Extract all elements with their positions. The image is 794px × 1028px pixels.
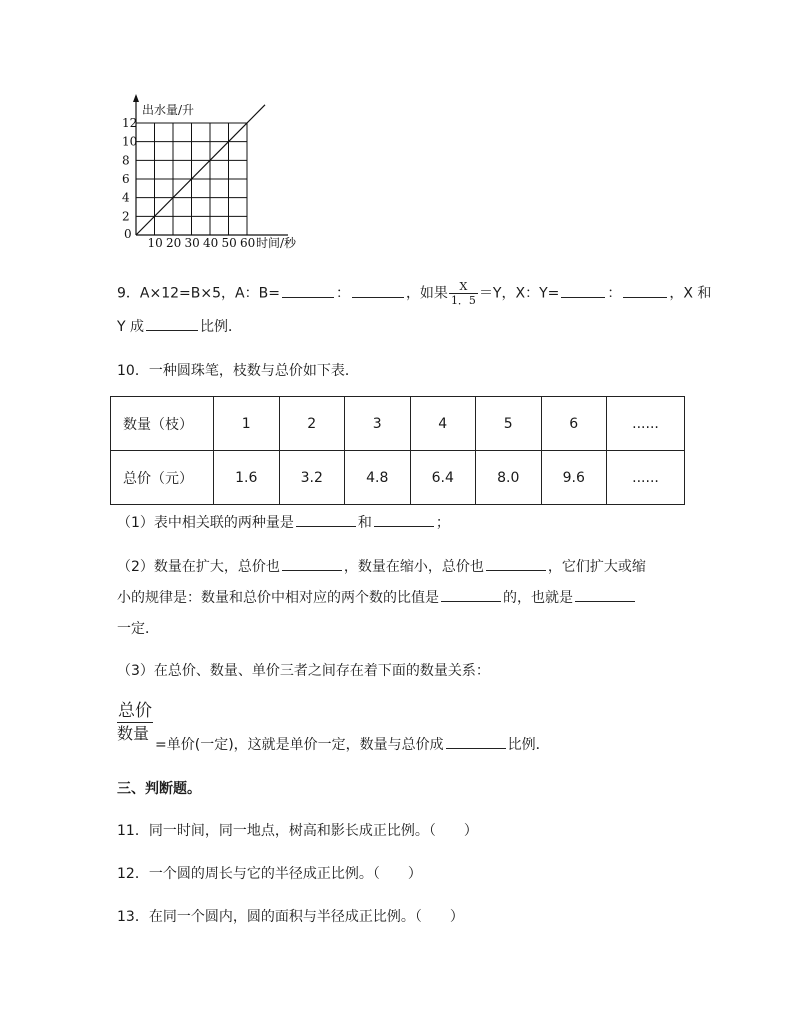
question-10-intro: 10．一种圆珠笔，枝数与总价如下表． bbox=[117, 363, 359, 379]
table-cell: 1 bbox=[214, 397, 280, 451]
series-line bbox=[136, 105, 265, 235]
question-11: 11．同一时间，同一地点，树高和影长成正比例。（ ） bbox=[117, 823, 478, 839]
table-cell: 9.6 bbox=[541, 451, 607, 505]
table-cell: ...... bbox=[607, 397, 685, 451]
q10-relation-blank[interactable] bbox=[446, 734, 506, 749]
question-9-line-2 bbox=[117, 316, 242, 336]
q10-sub2-line3: 一定． bbox=[117, 621, 159, 637]
q10-sub3: （3）在总价、数量、单价三者之间存在着下面的数量关系： bbox=[117, 663, 490, 679]
q9-number: 9． bbox=[117, 285, 140, 302]
q10-sub1-text-c: ； bbox=[435, 515, 450, 531]
y-tick-label: 12 bbox=[122, 116, 138, 130]
x-tick-label: 20 bbox=[166, 236, 182, 250]
q9-colon2: ： bbox=[607, 285, 622, 302]
q9-blank-b[interactable] bbox=[352, 283, 404, 298]
q10-fraction-denominator: 数量 bbox=[117, 724, 150, 743]
table-cell: 6.4 bbox=[410, 451, 476, 505]
y-tick-labels bbox=[122, 116, 137, 223]
q10-sub1-text-a: （1）表中相关联的两种量是 bbox=[117, 515, 294, 531]
table-cell: 5 bbox=[476, 397, 542, 451]
q9-line2-end: 比例． bbox=[200, 319, 243, 335]
water-output-chart bbox=[118, 92, 318, 254]
table-cell: ...... bbox=[607, 451, 685, 505]
q9-line2-start: Y 成 bbox=[117, 319, 145, 335]
q9-fraction-numerator: X bbox=[449, 280, 478, 294]
table-header-quantity: 数量（枝） bbox=[111, 397, 214, 451]
table-row-quantity bbox=[111, 397, 685, 451]
q10-sub1 bbox=[117, 512, 450, 532]
q9-blank-a[interactable] bbox=[282, 283, 334, 298]
x-tick-label: 50 bbox=[221, 236, 237, 250]
price-table bbox=[110, 396, 685, 505]
y-axis-arrow bbox=[133, 94, 139, 102]
q9-blank-d[interactable] bbox=[623, 283, 667, 298]
q9-text-part2: ，如果 bbox=[405, 285, 448, 302]
table-cell: 1.6 bbox=[214, 451, 280, 505]
q10-sub2-blank-a[interactable] bbox=[282, 556, 342, 571]
table-cell: 8.0 bbox=[476, 451, 542, 505]
x-tick-label: 10 bbox=[147, 236, 163, 250]
q10-fraction-total-over-quantity bbox=[117, 700, 153, 745]
table-cell: 6 bbox=[541, 397, 607, 451]
q10-sub1-blank-b[interactable] bbox=[374, 512, 434, 527]
q10-sub2-line2 bbox=[117, 587, 637, 607]
q9-fraction-denominator: 1．5 bbox=[450, 294, 476, 307]
x-tick-label: 60 bbox=[240, 236, 256, 250]
table-header-total-price: 总价（元） bbox=[111, 451, 214, 505]
question-13: 13．在同一个圆内，圆的面积与半径成正比例。（ ） bbox=[117, 909, 464, 925]
origin-label: 0 bbox=[124, 227, 132, 241]
x-axis-label: 时间/秒 bbox=[256, 236, 297, 250]
question-9-line-1 bbox=[117, 280, 711, 307]
section-3-title: 三、判断题。 bbox=[117, 781, 201, 797]
q10-sub2-text-c: ，它们扩大或缩 bbox=[547, 559, 646, 575]
x-tick-label: 40 bbox=[203, 236, 219, 250]
q9-text-part4: ，X 和 bbox=[669, 285, 712, 302]
table-cell: 4 bbox=[410, 397, 476, 451]
y-tick-label: 2 bbox=[122, 209, 130, 224]
q10-sub2-text-a: （2）数量在扩大，总价也 bbox=[117, 559, 280, 575]
q9-text-part1: A×12=B×5，A：B= bbox=[139, 285, 280, 302]
q10-sub2-blank-c[interactable] bbox=[441, 587, 501, 602]
q9-blank-c[interactable] bbox=[561, 283, 605, 298]
q10-relation bbox=[155, 734, 550, 754]
table-cell: 3.2 bbox=[279, 451, 345, 505]
table-cell: 4.8 bbox=[345, 451, 411, 505]
q9-blank-e[interactable] bbox=[146, 316, 198, 331]
table-cell: 2 bbox=[279, 397, 345, 451]
q9-colon1: ： bbox=[335, 285, 350, 302]
table-cell: 3 bbox=[345, 397, 411, 451]
question-12: 12．一个圆的周长与它的半径成正比例。（ ） bbox=[117, 866, 422, 882]
q10-fraction-numerator: 总价 bbox=[118, 701, 152, 721]
q10-sub1-blank-a[interactable] bbox=[296, 512, 356, 527]
y-tick-label: 6 bbox=[122, 172, 130, 186]
q10-sub2-line2-text-a: 小的规律是：数量和总价中相对应的两个数的比值是 bbox=[117, 590, 439, 606]
q10-sub2-text-b: ，数量在缩小，总价也 bbox=[343, 559, 484, 575]
y-tick-label: 10 bbox=[122, 134, 138, 149]
q10-sub2-line2-text-b: 的，也就是 bbox=[503, 590, 573, 606]
table-row-total-price bbox=[111, 451, 685, 505]
q9-fraction bbox=[449, 280, 478, 307]
y-axis-label: 出水量/升 bbox=[142, 103, 195, 117]
x-tick-labels bbox=[148, 236, 256, 250]
q10-sub2-blank-d[interactable] bbox=[575, 587, 635, 602]
q10-relation-text-b: 比例． bbox=[507, 737, 550, 753]
y-tick-label: 8 bbox=[122, 153, 130, 168]
q10-relation-text-a: =单价(一定)，这就是单价一定，数量与总价成 bbox=[155, 737, 444, 753]
y-tick-label: 4 bbox=[122, 190, 130, 205]
q10-sub2-line1 bbox=[117, 556, 646, 576]
q10-sub2-blank-b[interactable] bbox=[486, 556, 546, 571]
q10-sub1-text-b: 和 bbox=[357, 515, 372, 531]
x-tick-label: 30 bbox=[184, 236, 200, 250]
q9-text-part3: ＝Y，X：Y= bbox=[478, 285, 560, 302]
